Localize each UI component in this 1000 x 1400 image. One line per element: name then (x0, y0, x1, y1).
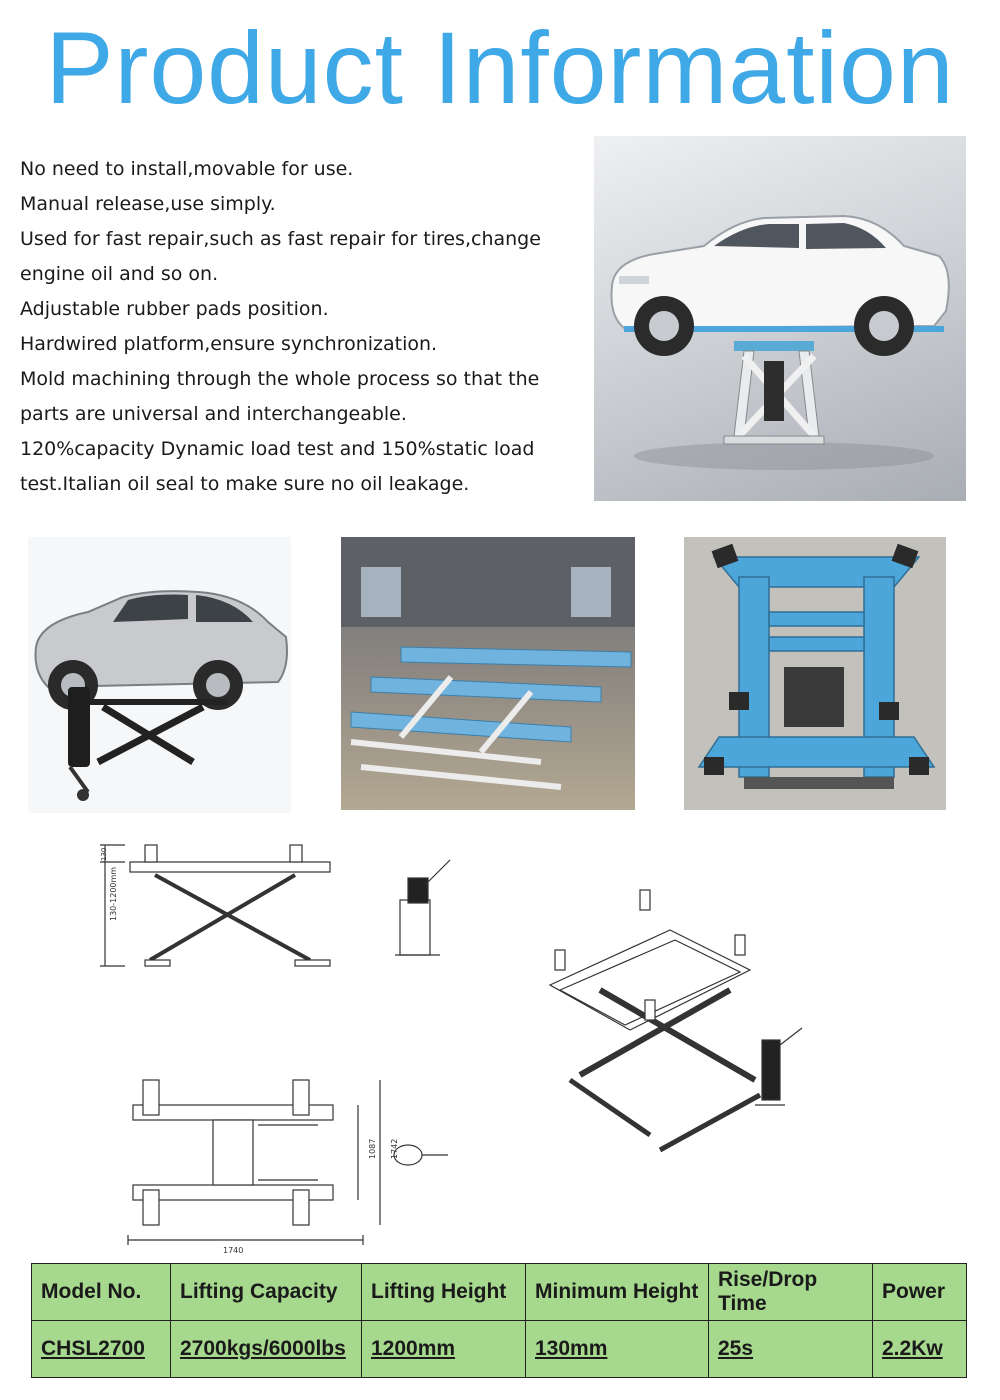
top-width-label: 1740 (223, 1246, 244, 1255)
feature-line: Used for fast repair,such as fast repair for tires,change (20, 228, 541, 250)
spec-header: Rise/Drop Time (709, 1264, 873, 1321)
feature-line: engine oil and so on. (20, 263, 219, 285)
spec-value: CHSL2700 (32, 1321, 171, 1378)
spec-value: 130mm (526, 1321, 709, 1378)
spec-header-row (32, 1264, 967, 1321)
isometric-drawing (540, 880, 820, 1184)
product-photo-white-sedan (594, 136, 966, 501)
spec-header: Model No. (32, 1264, 171, 1321)
feature-line: Hardwired platform,ensure synchronization. (20, 333, 438, 355)
spec-header: Minimum Height (526, 1264, 709, 1321)
spec-table (31, 1263, 967, 1378)
side-min-label: 130 (100, 847, 108, 861)
spec-value-row (32, 1321, 967, 1378)
feature-line: Mold machining through the whole process so that the (20, 368, 540, 390)
top-view-drawing (118, 1075, 463, 1259)
product-photo-blue-lift-top (684, 537, 946, 810)
spec-header: Power (873, 1264, 967, 1321)
product-photo-factory (341, 537, 635, 810)
product-photo-silver-car (28, 537, 291, 813)
feature-line: 120%capacity Dynamic load test and 150%static load (20, 438, 535, 460)
top-length2-label: 1742 (390, 1138, 399, 1159)
side-height-label: 130-1200mm (109, 866, 118, 921)
feature-line: test.Italian oil seal to make sure no oil leakage. (20, 473, 470, 495)
feature-list (20, 152, 580, 502)
feature-line: Manual release,use simply. (20, 193, 276, 215)
feature-line: No need to install,movable for use. (20, 158, 354, 180)
spec-value: 1200mm (362, 1321, 526, 1378)
feature-line: Adjustable rubber pads position. (20, 298, 329, 320)
spec-header: Lifting Height (362, 1264, 526, 1321)
page-title: Product Information (45, 11, 955, 125)
side-view-drawing (95, 835, 475, 989)
spec-value: 2.2Kw (873, 1321, 967, 1378)
spec-value: 2700kgs/6000lbs (171, 1321, 362, 1378)
top-length1-label: 1087 (368, 1138, 377, 1159)
feature-line: parts are universal and interchangeable. (20, 403, 407, 425)
spec-header: Lifting Capacity (171, 1264, 362, 1321)
spec-value: 25s (709, 1321, 873, 1378)
